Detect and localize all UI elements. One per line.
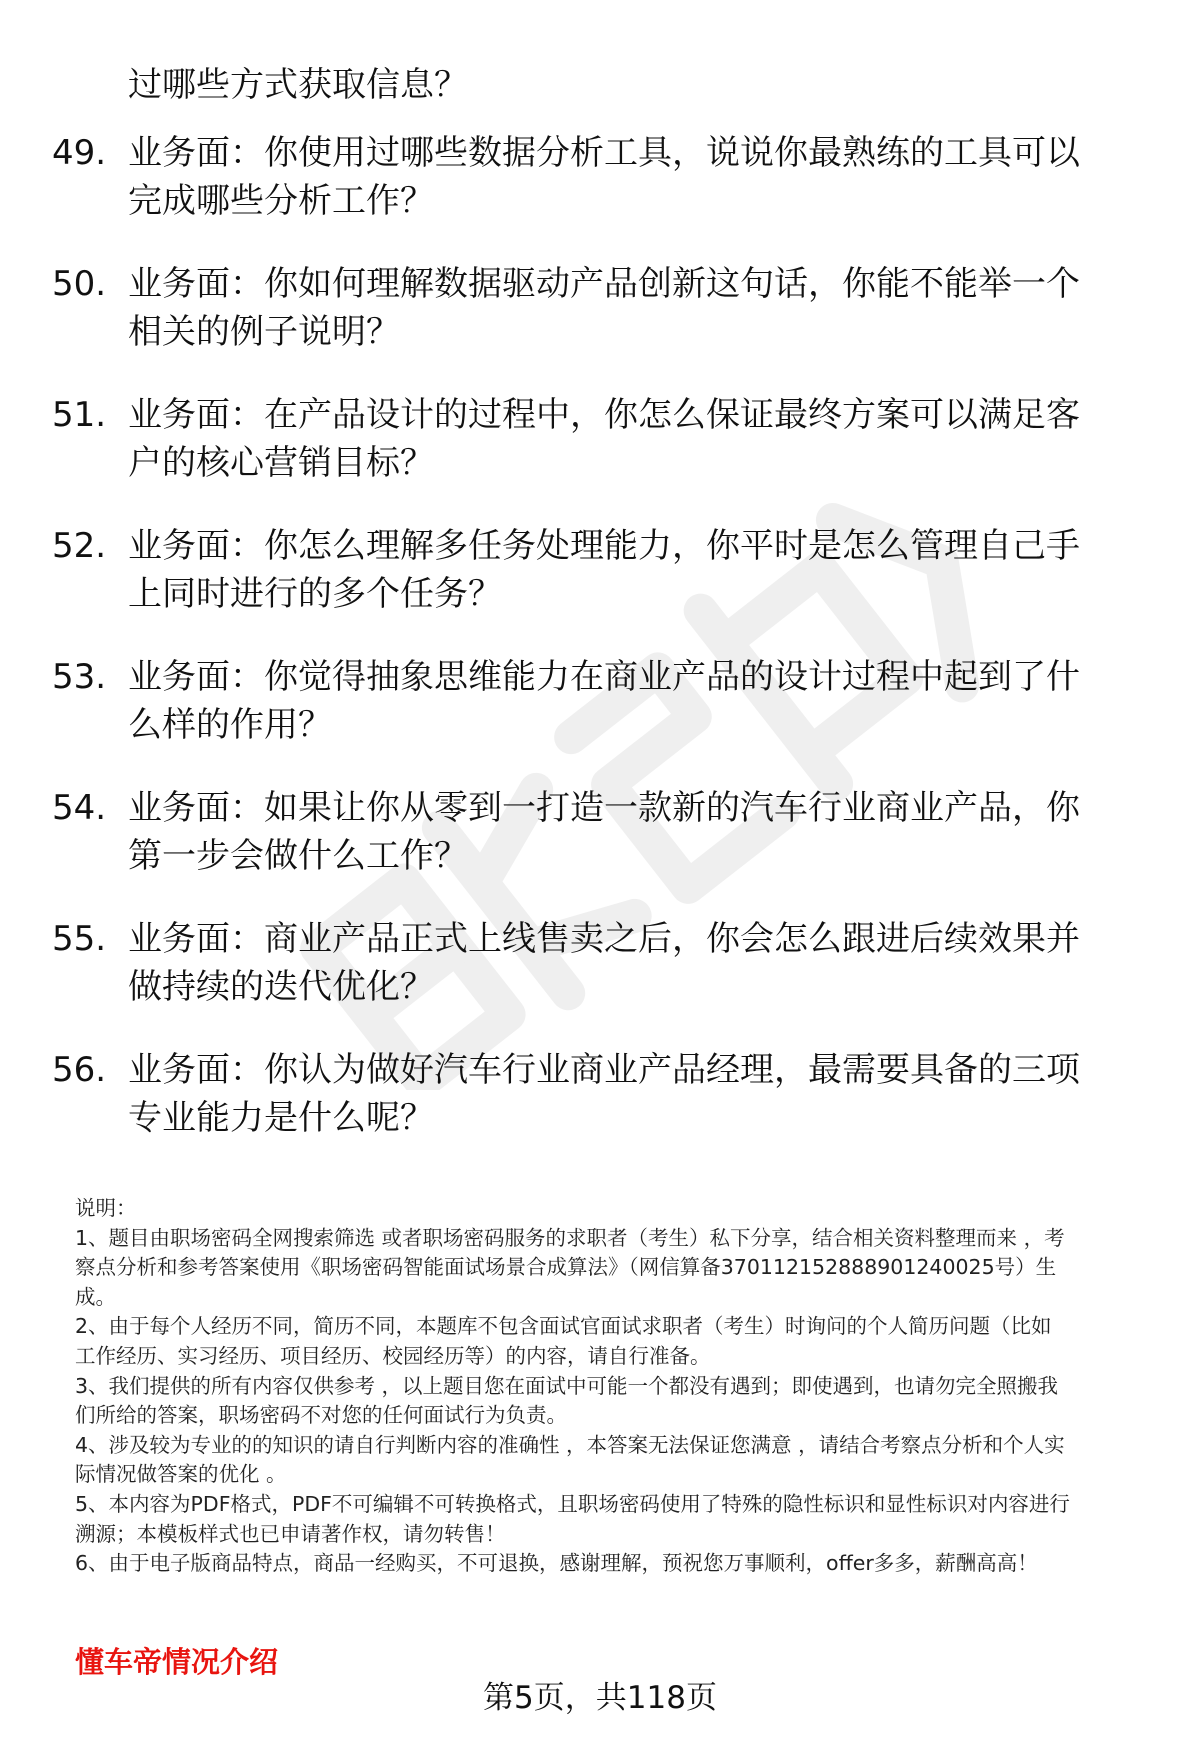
question-text-line-1: 业务面：你如何理解数据驱动产品创新这句话，你能不能举一个 [128,264,1080,304]
question-item-55 [0,914,1200,1014]
section-title: 懂车帝情况介绍 [75,1645,279,1679]
question-item-50 [0,259,1200,359]
notes-line: 们所给的答案，职场密码不对您的任何面试行为负责。 [75,1403,567,1428]
question-item-53 [0,652,1200,752]
question-text-line-2: 上同时进行的多个任务？ [128,574,502,614]
question-text-line-1: 业务面：你怎么理解多任务处理能力，你平时是怎么管理自己手 [128,526,1080,566]
notes-line: 工作经历、实习经历、项目经历、校园经历等）的内容，请自行准备。 [75,1343,711,1368]
question-number: 50. [52,264,107,304]
page-number: 第5页，共118页 [483,1680,717,1716]
question-text-line-1: 业务面：你认为做好汽车行业商业产品经理，最需要具备的三项 [128,1050,1080,1090]
question-number: 53. [52,657,107,697]
notes-line: 成。 [75,1284,116,1309]
question-text-line-1: 业务面：商业产品正式上线售卖之后，你会怎么跟进后续效果并 [128,919,1080,959]
question-item-54 [0,783,1200,883]
notes-line: 际情况做答案的优化 。 [75,1462,287,1487]
question-text-line-2: 户的核心营销目标？ [128,443,434,483]
notes-line: 溯源；本模板样式也已申请著作权，请勿转售！ [75,1521,506,1546]
question-item-51 [0,390,1200,490]
question-text-line-2: 相关的例子说明？ [128,312,400,352]
notes-heading: 说明： [75,1196,137,1220]
question-text-line-2: 做持续的迭代优化？ [128,967,434,1007]
question-text-line-1: 业务面：如果让你从零到一打造一款新的汽车行业商业产品，你 [128,788,1080,828]
question-number: 54. [52,788,107,828]
question-text-line-1: 业务面：在产品设计的过程中，你怎么保证最终方案可以满足客 [128,395,1080,435]
question-item-56 [0,1045,1200,1145]
question-text-line-2: 么样的作用？ [128,705,332,745]
question-item-52 [0,521,1200,621]
question-text-line-1: 业务面：你觉得抽象思维能力在商业产品的设计过程中起到了什 [128,657,1080,697]
question-number: 49. [52,133,107,173]
question-text-line-2: 完成哪些分析工作？ [128,181,434,221]
notes-section [75,1194,1165,1579]
question-48-continuation: 过哪些方式获取信息？ [128,65,468,105]
question-text-line-1: 业务面：你使用过哪些数据分析工具，说说你最熟练的工具可以 [128,133,1080,173]
notes-line: 1、题目由职场密码全网搜索筛选 或者职场密码服务的求职者（考生）私下分享，结合相关资料整理而来 ，考 [75,1225,1065,1250]
notes-line: 6、由于电子版商品特点，商品一经购买，不可退换，感谢理解，预祝您万事顺利，offer多多，薪酬高高！ [75,1551,1038,1576]
question-text-line-2: 第一步会做什么工作？ [128,836,468,876]
question-number: 55. [52,919,107,959]
question-number: 52. [52,526,107,566]
question-text-line-2: 专业能力是什么呢？ [128,1098,434,1138]
question-number: 51. [52,395,107,435]
notes-line: 2、由于每个人经历不同，简历不同，本题库不包含面试官面试求职者（考生）时询问的个人简历问题（比如 [75,1314,1052,1339]
notes-line: 3、我们提供的所有内容仅供参考 ，以上题目您在面试中可能一个都没有遇到；即使遇到，也请勿完全照搬我 [75,1373,1059,1398]
notes-line: 察点分析和参考答案使用《职场密码智能面试场景合成算法》（网信算备370112152888901240025号）生 [75,1255,1057,1280]
question-item-49 [0,128,1200,228]
notes-line: 4、涉及较为专业的的知识的请自行判断内容的准确性 ，本答案无法保证您满意 ，请结合考察点分析和个人实 [75,1432,1065,1457]
notes-line: 5、本内容为PDF格式，PDF不可编辑不可转换格式，且职场密码使用了特殊的隐性标识和显性标识对内容进行 [75,1491,1070,1516]
question-number: 56. [52,1050,107,1090]
